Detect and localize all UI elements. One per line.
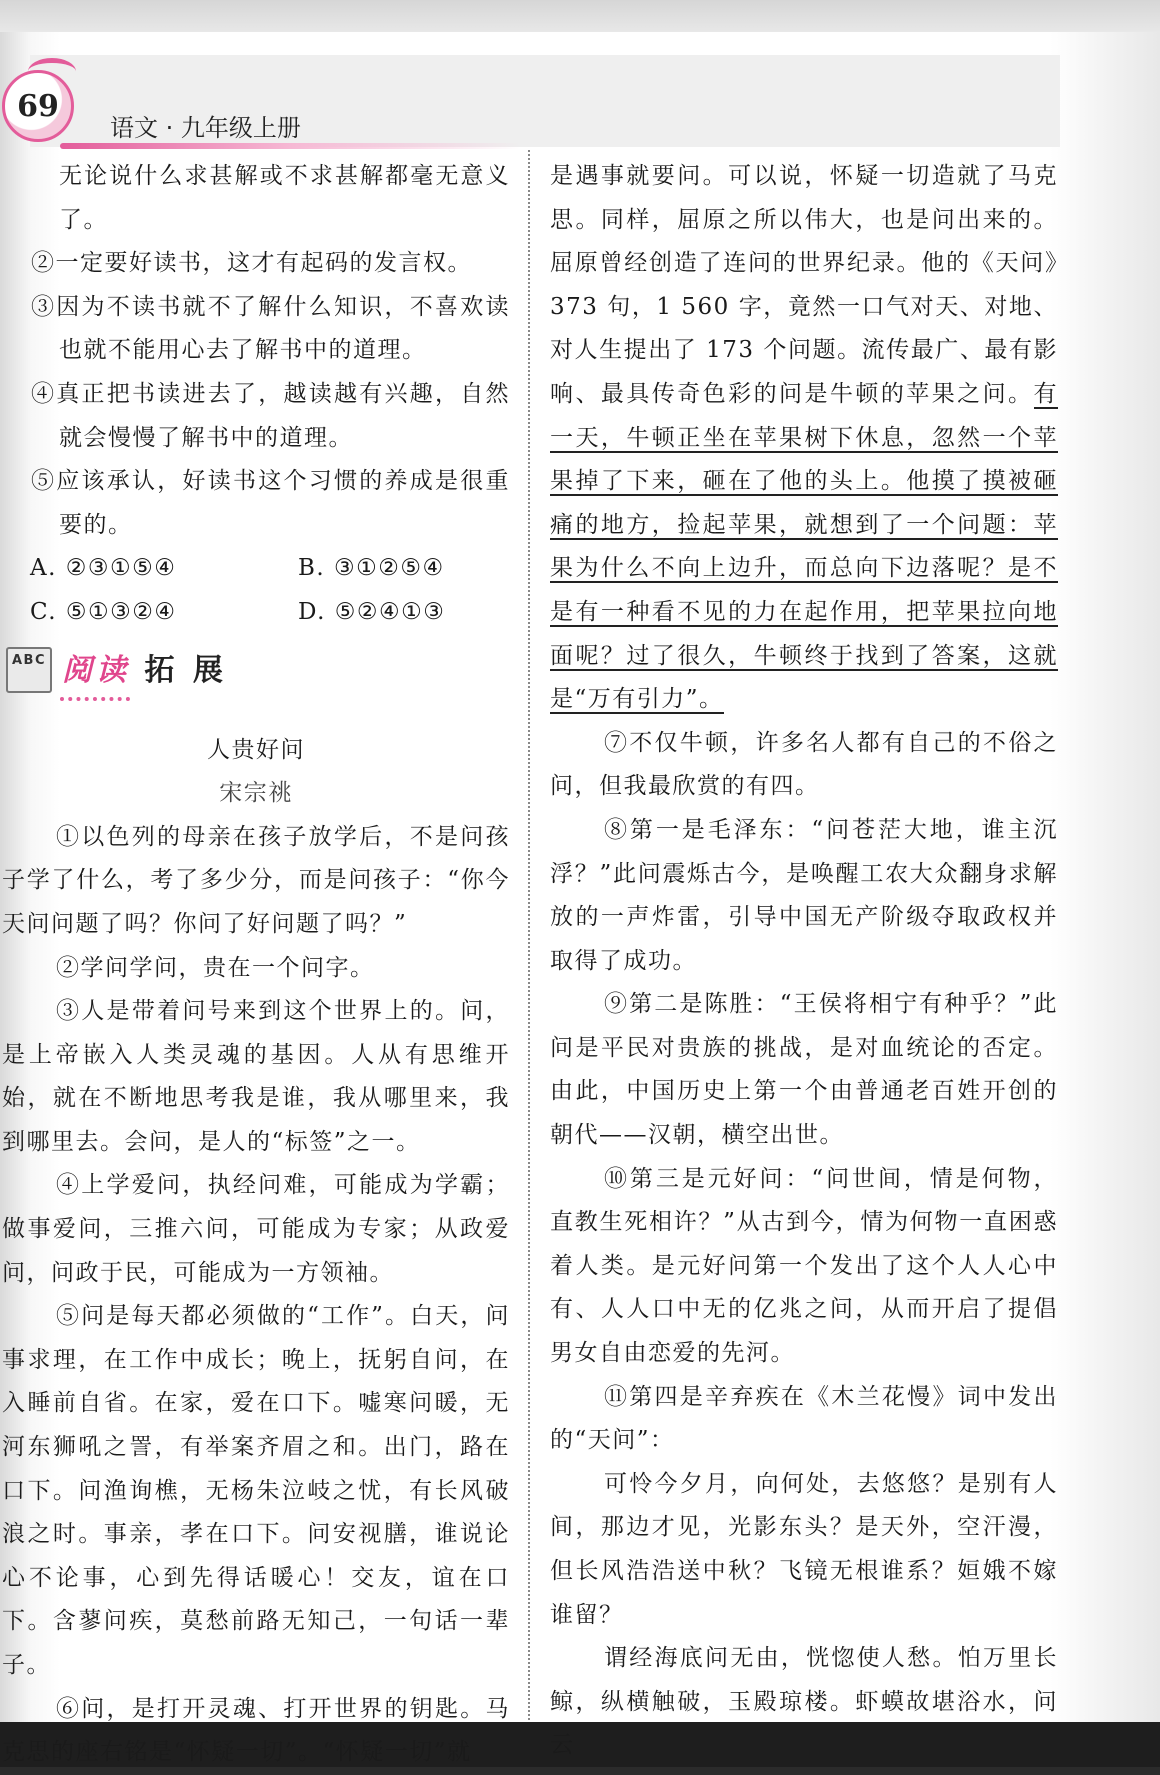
essay-paragraph: ⑨第二是陈胜：“王侯将相宁有种乎？”此问是平民对贵族的挑战，是对血统论的否定。由此，中国历史上第一个由普通老百姓开创的朝代——汉朝，横空出世。	[550, 991, 1058, 1149]
question-item: ④真正把书读进去了，越读越有兴趣，自然就会慢慢了解书中的道理。	[31, 380, 510, 451]
choice-d[interactable]: D. ⑤②④①③	[298, 598, 446, 625]
choice-row	[2, 591, 510, 635]
page-number: 69	[17, 88, 59, 124]
essay-paragraph: ②学问学问，贵在一个问字。	[56, 954, 375, 981]
choice-a[interactable]: A. ②③①⑤④	[30, 555, 177, 582]
poem-stanza: 可怜今夕月，向何处，去悠悠？是别有人间，那边才见，光影东头？是天外，空汗漫，但长风浩浩送中秋？飞镜无根谁系？姮娥不嫁谁留？	[550, 1470, 1058, 1628]
essay-title: 人贵好问	[207, 736, 305, 763]
book-title: 语文 · 九年级上册	[110, 114, 301, 142]
left-column	[2, 155, 510, 1775]
page-number-badge	[2, 70, 74, 142]
header-underline	[60, 143, 520, 149]
choice-c[interactable]: C. ⑤①③②④	[30, 598, 177, 625]
section-title-part2: 拓 展	[144, 652, 227, 688]
essay-author: 宋宗祧	[219, 780, 293, 807]
essay-paragraph: ③人是带着问号来到这个世界上的。问，是上帝嵌入人类灵魂的基因。人从有思维开始，就在不断地思考我是谁，我从哪里来，我到哪里去。会问，是人的“标签”之一。	[2, 998, 510, 1155]
answer-continuation: 无论说什么求甚解或不求甚解都毫无意义了。	[59, 163, 510, 233]
essay-paragraph: ①以色列的母亲在孩子放学后，不是问孩子学了什么，考了多少分，而是问孩子：“你今天问问题了吗？你问了好问题了吗？”	[2, 823, 510, 937]
section-title	[62, 649, 227, 693]
poem-stanza: 谓经海底问无由，恍惚使人愁。怕万里长鲸，纵横触破，玉殿琼楼。虾蟆故堪浴水，问云	[550, 1645, 1058, 1759]
column-divider	[528, 150, 530, 1720]
question-item: ⑤应该承认，好读书这个习惯的养成是很重要的。	[31, 468, 510, 538]
abc-book-icon: ABC	[6, 647, 52, 693]
choice-row	[2, 547, 510, 591]
essay-paragraph: ⑦不仅牛顿，许多名人都有自己的不俗之问，但我最欣赏的有四。	[550, 729, 1058, 800]
question-item: ③因为不读书就不了解什么知识，不喜欢读也就不能用心去了解书中的道理。	[31, 293, 510, 364]
section-heading	[2, 637, 510, 725]
section-title-part1: 阅读	[62, 652, 130, 688]
paragraph-text: 是遇事就要问。可以说，怀疑一切造就了马克思。同样，屈原之所以伟大，也是问出来的。屈原曾经创造了连问的世界纪录。他的《天问》373 句，1 560 字，竟然一口气对天、对地、对人生提出了 173 个问题。流传最广、最有影响、最具传奇色彩的问是牛顿的苹果之问。	[550, 163, 1058, 407]
essay-paragraph: ⑩第三是元好问：“问世间，情是何物，直教生死相许？”从古到今，情为何物一直困惑着人类。是元好问第一个发出了这个人人心中有、人人口中无的亿兆之问，从而开启了提倡男女自由恋爱的先河。	[550, 1165, 1058, 1367]
heading-dots	[60, 697, 130, 705]
essay-paragraph: ④上学爱问，执经问难，可能成为学霸；做事爱问，三推六问，可能成为专家；从政爱问，问政于民，可能成为一方领袖。	[2, 1172, 510, 1286]
choice-b[interactable]: B. ③①②⑤④	[298, 555, 445, 582]
essay-paragraph: ⑥问，是打开灵魂、打开世界的钥匙。马克思的座右铭是“怀疑一切”。“怀疑一切”就	[2, 1695, 510, 1766]
right-column	[550, 155, 1058, 1768]
question-item: ②一定要好读书，这才有起码的发言权。	[31, 250, 472, 277]
essay-paragraph: ⑧第一是毛泽东：“问苍茫大地，谁主沉浮？”此问震烁古今，是唤醒工农大众翻身求解放的一声炸雷，引导中国无产阶级夺取政权并取得了成功。	[550, 816, 1058, 974]
essay-paragraph: ⑤问是每天都必须做的“工作”。白天，问事求理，在工作中成长；晚上，抚躬自问，在入睡前自省。在家，爱在口下。嘘寒问暖，无河东狮吼之詈，有举案齐眉之和。出门，路在口下。问渔询樵，无杨朱泣岐之忧，有长风破浪之时。事亲，孝在口下。问安视膳，谁说论心不论事，心到先得话暖心！交友，谊在口下。含蓼问疾，莫愁前路无知己，一句话一辈子。	[2, 1303, 510, 1678]
underlined-passage: 有一天，牛顿正坐在苹果树下休息，忽然一个苹果掉了下来，砸在了他的头上。他摸了摸被砸痛的地方，捡起苹果，就想到了一个问题：苹果为什么不向上边升，而总向下边落呢？是不是有一种看不见的力在起作用，把苹果拉向地面呢？过了很久，牛顿终于找到了答案，这就是“万有引力”。	[550, 380, 1058, 713]
essay-paragraph: ⑪第四是辛弃疾在《木兰花慢》词中发出的“天问”：	[550, 1383, 1058, 1454]
essay-paragraph-continued	[550, 155, 1058, 722]
